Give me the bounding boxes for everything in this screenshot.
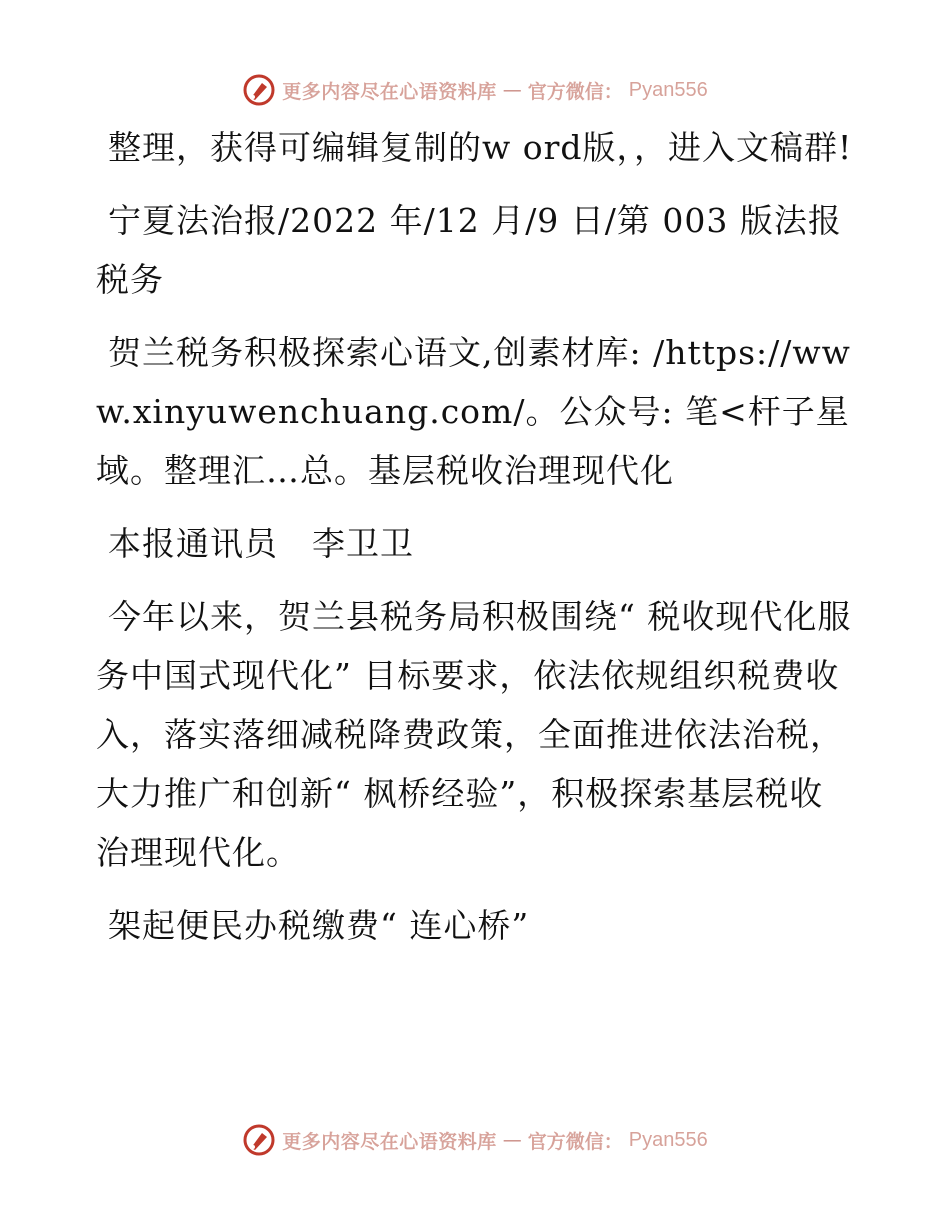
watermark-official-text: 官方微信：	[527, 80, 623, 103]
paragraph-lead: 今年以来，贺兰县税务局积极围绕“ 税收现代化服务中国式现代化” 目标要求，依法依规组织税费收入，落实落细减税降费政策，全面推进依法治税，大力推广和创新“ 枫桥经验”，积极探索基层税收治理现代化。	[96, 597, 852, 872]
watermark-dash: —	[502, 1129, 522, 1151]
paragraph-intro: 整理，获得可编辑复制的w ord版，，进入文稿群!	[108, 128, 853, 167]
pen-nib-circle-icon	[242, 1123, 276, 1157]
watermark-header	[0, 70, 950, 110]
watermark-site-text: 更多内容尽在心语资料库	[282, 80, 497, 103]
pen-nib-circle-icon	[242, 73, 276, 107]
paragraph-headline: 贺兰税务积极探索心语文,创素材库: /https://www.xinyuwenchuang.com/。公众号: 笔<杆子星域。整理汇…总。基层税收治理现代化	[96, 333, 851, 490]
watermark-wechat-id: Pyan556	[628, 1128, 708, 1151]
paragraph-byline: 本报通讯员 李卫卫	[108, 524, 414, 563]
watermark-footer	[0, 1120, 950, 1160]
paragraph-source: 宁夏法治报/2022 年/12 月/9 日/第 003 版法报税务	[96, 201, 842, 299]
watermark-dash: —	[502, 79, 522, 101]
watermark-wechat-id: Pyan556	[628, 78, 708, 101]
paragraph-subheading: 架起便民办税缴费“ 连心桥”	[108, 906, 530, 945]
document-body	[96, 118, 856, 969]
watermark-official-text: 官方微信：	[527, 1130, 623, 1153]
watermark-site-text: 更多内容尽在心语资料库	[282, 1130, 497, 1153]
